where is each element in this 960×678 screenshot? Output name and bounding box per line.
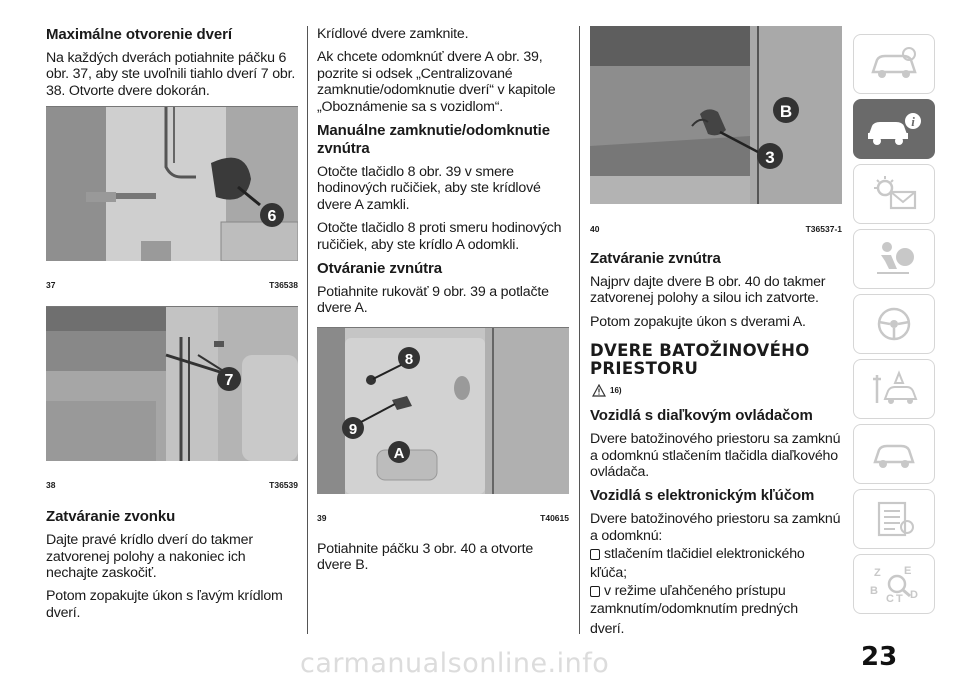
tab-dashboard[interactable] — [853, 34, 935, 94]
car-maintenance-icon — [869, 434, 919, 474]
text-manual-lock: Otočte tlačidlo 8 obr. 39 v smere hodinových ručičiek, aby ste krídlové dvere A zamkli. — [317, 164, 541, 213]
callout-6: 6 — [267, 208, 277, 226]
column-divider-2 — [579, 26, 580, 634]
figure-39-image — [317, 328, 569, 494]
text-closing-outside-2: Potom zopakujte úkon s ľavým krídlom dverí. — [46, 588, 283, 621]
figure-38-code: T36539 — [269, 480, 298, 491]
tab-driving[interactable] — [853, 294, 935, 354]
figure-37-number: 37 — [46, 280, 56, 291]
figure-40-image — [590, 26, 842, 204]
figure-39-code: T40615 — [540, 512, 569, 523]
text-lock-wing-doors: Krídlové dvere zamknite. — [317, 26, 469, 42]
column-divider-1 — [307, 26, 308, 634]
figure-37 — [46, 106, 298, 292]
heading-tailgate: DVERE BATOŽINOVÉHO PRIESTORU — [590, 341, 810, 379]
svg-text:T: T — [896, 593, 903, 605]
svg-text:B: B — [870, 585, 878, 597]
airbag-safety-icon — [869, 239, 919, 279]
bullet-item-1-cont: kľúča; — [590, 564, 627, 581]
bullet-item-2: v režime uľahčeného prístupu — [590, 583, 842, 599]
figure-40-number: 40 — [590, 224, 600, 234]
text-opening-inside: Potiahnite rukoväť 9 obr. 39 a potlačte dvere A. — [317, 284, 549, 317]
svg-text:C: C — [886, 593, 894, 605]
figure-39 — [317, 327, 569, 525]
callout-3: 3 — [765, 148, 775, 167]
figure-38-image — [46, 307, 298, 461]
heading-closing-inside: Zatváranie zvnútra — [590, 250, 721, 267]
tab-emergency[interactable] — [853, 359, 935, 419]
tab-maintenance[interactable] — [853, 424, 935, 484]
svg-text:i: i — [911, 114, 915, 129]
figure-40-code: T36537-1 — [805, 224, 842, 234]
svg-text:Z: Z — [874, 567, 881, 579]
heading-closing-outside: Zatváranie zvonku — [46, 508, 176, 526]
warning-ref-number: 16) — [610, 386, 622, 396]
tab-technical-data[interactable] — [853, 489, 935, 549]
car-info-icon — [866, 111, 922, 147]
column-right — [590, 26, 842, 639]
figure-39-number: 39 — [317, 512, 327, 523]
heading-manual-locking: Manuálne zamknutie/odomknutie zvnútra — [317, 122, 550, 158]
figure-38-number: 38 — [46, 480, 56, 491]
callout-9: 9 — [348, 420, 358, 438]
car-dashboard-icon — [869, 46, 919, 82]
warning-lights-icon — [869, 174, 919, 214]
callout-7: 7 — [224, 372, 234, 390]
figure-37-code: T36538 — [269, 280, 298, 291]
text-max-opening: Na každých dverách potiahnite páčku 6 obr. 37, aby ste uvoľnili tiahlo dverí 7 obr. 38. Otvorte dvere dokorán. — [46, 50, 296, 99]
maintenance-checklist-icon — [869, 499, 919, 539]
heading-remote-vehicles: Vozidlá s diaľkovým ovládačom — [590, 407, 813, 425]
alphabetical-index-icon — [864, 562, 924, 606]
text-remote-vehicles: Dvere batožinového priestoru sa zamknú a odomknú stlačením tlačidla diaľkového ovládača. — [590, 431, 841, 481]
bullet-item-2-cont: zamknutím/odomknutím predných — [590, 601, 798, 618]
svg-text:E: E — [904, 565, 912, 577]
bullet-box-icon — [590, 549, 600, 560]
callout-8: 8 — [404, 350, 414, 368]
text-electronic-key: Dvere batožinového priestoru sa zamknú a odomknú: — [590, 511, 841, 544]
text-pull-lever: Potiahnite páčku 3 obr. 40 a otvorte dvere B. — [317, 540, 534, 574]
watermark: carmanualsonline.info — [300, 648, 610, 678]
column-left — [46, 26, 298, 628]
page-number: 23 — [861, 642, 898, 672]
warning-triangle-icon — [592, 384, 606, 397]
svg-text:D: D — [910, 589, 918, 601]
bullet-box-icon — [590, 586, 600, 597]
text-central-locking-ref: Ak chcete odomknúť dvere A obr. 39, pozrite si odsek „Centralizované zamknutie/odomknutie dverí“ v kapitole „Oboznámenie sa s vozidlom“. — [317, 49, 556, 115]
column-middle — [317, 26, 569, 581]
figure-38 — [46, 306, 298, 492]
heading-max-opening: Maximálne otvorenie dverí — [46, 26, 232, 43]
callout-B: B — [779, 102, 793, 121]
figure-40 — [590, 26, 842, 236]
text-closing-inside-2: Potom zopakujte úkon s dverami A. — [590, 313, 806, 330]
car-breakdown-icon — [869, 369, 919, 409]
tab-warning-lights[interactable] — [853, 164, 935, 224]
callout-A: A — [393, 444, 405, 462]
tab-index[interactable] — [853, 554, 935, 614]
text-manual-unlock: Otočte tlačidlo 8 proti smeru hodinových ručičiek, aby ste krídlo A odomkli. — [317, 220, 562, 253]
steering-wheel-icon — [869, 304, 919, 344]
figure-37-image — [46, 107, 298, 261]
chapter-tabs — [853, 34, 935, 619]
bullet-item-1: stlačením tlačidiel elektronického — [590, 546, 842, 562]
heading-electronic-key: Vozidlá s elektronickým kľúčom — [590, 487, 815, 505]
bullet-item-2-cont2: dverí. — [590, 621, 625, 638]
text-closing-outside-1: Dajte pravé krídlo dverí do takmer zatvorenej polohy a nakoniec ich nechajte zaskočiť. — [46, 532, 253, 582]
tab-car-info[interactable] — [853, 99, 935, 159]
heading-opening-inside: Otváranie zvnútra — [317, 260, 443, 278]
text-closing-inside-1: Najprv dajte dvere B obr. 40 do takmer zatvorenej polohy a silou ich zatvorte. — [590, 274, 826, 307]
warning-reference — [592, 384, 842, 397]
tab-safety[interactable] — [853, 229, 935, 289]
